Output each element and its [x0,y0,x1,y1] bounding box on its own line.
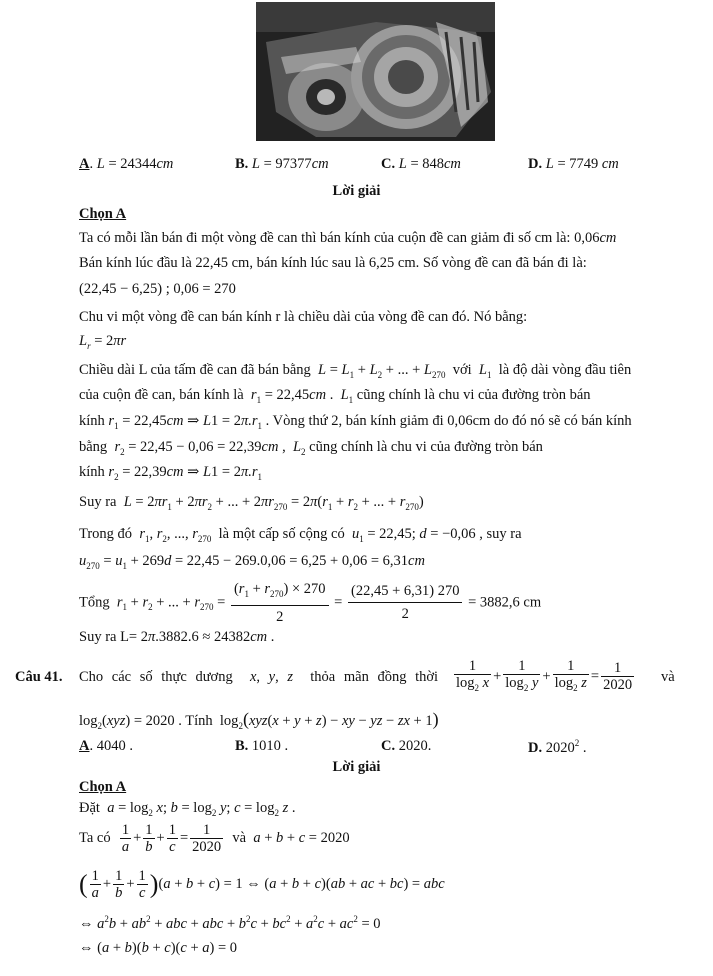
q41-option-c: C. 2020. [381,738,432,754]
q40-line-14: Tổng $r_1 + r_2$ + ... + $r_{270}$ = $\frac{(r_1 + r_{270}) \times 270}{2}$ = $\frac{(22,45 + 6,31) 270}{2}$ = 3882,6 cm [79,581,542,625]
q41-stem: Cho các số thực dương x, y, z thỏa mãn đồng thời [79,669,439,685]
q41-line-3: ( $\frac{1}{a}$ + $\frac{1}{b}$ + $\frac{1}{c}$ )(a + b + c) = 1 ⇔ (a + b + c)(ab + ac + bc) = abc [79,868,445,901]
q40-line-3: (22,45 − 6,25) ; 0,06 = 270 [79,281,236,297]
q40-line-9: bằng $r_2 = 22,45 - 0,06 = 22,39cm$ , $L_2$ cũng chính là chu vi của đường tròn bán [79,439,543,457]
q40-line-1: Ta có mỗi lần bán đi một vòng đề can thì bán kính của cuộn đề can giảm đi số cm là: 0,06cm [79,230,617,246]
q40-choice: Chọn A [79,206,127,222]
q40-line-13: $u_{270} = u_1 + 269d = 22,45 - 269.0,06 = 6,25 + 0,06 = 6,31cm$ [79,553,425,571]
q41-line-4: ⇔ $a^2b + ab^2$ + abc + abc + $b^2c + bc^2 + a^2c + ac^2 = 0$ [79,914,381,932]
q40-line-12: Trong đó $r_1$, $r_2$, ..., $r_{270}$ là một cấp số cộng có $u_1 = 22,45$; d = −0,06 , suy ra [79,526,522,544]
q40-line-7: của cuộn đề can, bán kính là $r_1 = 22,45cm$ . $L_1$ cũng chính là chu vi của đường tròn bán [79,387,591,405]
q40-line-5: $L_r = 2\pi r$ [79,333,127,351]
q41-stem-2: $\log_2(xyz) = 2020$ . Tính $\log_2(xyz(x + y + z)$ − xy − yz − zx + 1) [79,709,439,731]
q40-line-10: kính $r_2 = 22,39cm$ ⇒ $L1 = 2\pi.r_1$ [79,464,263,482]
q41-label: Câu 41. [15,669,63,685]
q40-line-4: Chu vi một vòng đề can bán kính r là chiều dài của vòng đề can đó. Nó bằng: [79,309,528,325]
q40-line-15: Suy ra L= 2π.3882.6 ≈ 24382cm . [79,629,275,645]
q40-solution-heading: Lời giải [332,183,381,199]
q40-option-c: C. L = 848cm [381,156,461,172]
q41-option-b: B. 1010 . [235,738,289,754]
q40-option-d: D. L = 7749 cm [528,156,619,172]
q41-line-1: Đặt $a = \log_2 x$; $b = \log_2 y$; $c = \log_2 z$ . [79,800,296,818]
q41-stem-equation: $\frac{1}{\log_2 x}$ + $\frac{1}{\log_2 y}$ + $\frac{1}{\log_2 z}$ = $\frac{1}{2020}$ [456,658,633,694]
q40-line-2: Bán kính lúc đầu là 22,45 cm, bán kính lúc sau là 6,25 cm. Số vòng đề can đã bán đi là: [79,255,587,271]
q40-option-b: B. L = 97377cm [235,156,329,172]
q41-option-d: D. 2020$^2$ . [528,738,587,756]
decal-roll-photo [256,2,495,141]
q40-line-8: kính $r_1 = 22,45cm$ ⇒ $L1 = 2\pi.r_1$ . Vòng thứ 2, bán kính giảm đi 0,06cm do đó nó sẽ có bán kính [79,413,632,431]
q41-option-a: A. 4040 . [79,738,133,754]
q41-line-5: ⇔ (a + b)(b + c)(c + a) = 0 [79,940,238,956]
q40-line-11: Suy ra $L = 2\pi r_1 + 2\pi r_2$ + ... + $2\pi r_{270} = 2\pi(r_1 + r_2$ + ... + $r_{270}$) [79,494,424,512]
q41-line-2: Ta có $\frac{1}{a}$ + $\frac{1}{b}$ + $\frac{1}{c}$ = $\frac{1}{2020}$ và a + b + c = 2020 [79,822,350,855]
q40-option-a: A. L = 24344cm [79,156,174,172]
q41-choice: Chọn A [79,779,127,795]
q40-line-6: Chiều dài L của tấm đề can đã bán bằng $L = L_1 + L_2$ + ... + $L_{270}$ với $L_1$ là độ dài vòng đầu tiên [79,362,632,380]
q41-solution-heading: Lời giải [332,759,381,775]
q41-stem-and: và [661,669,675,685]
